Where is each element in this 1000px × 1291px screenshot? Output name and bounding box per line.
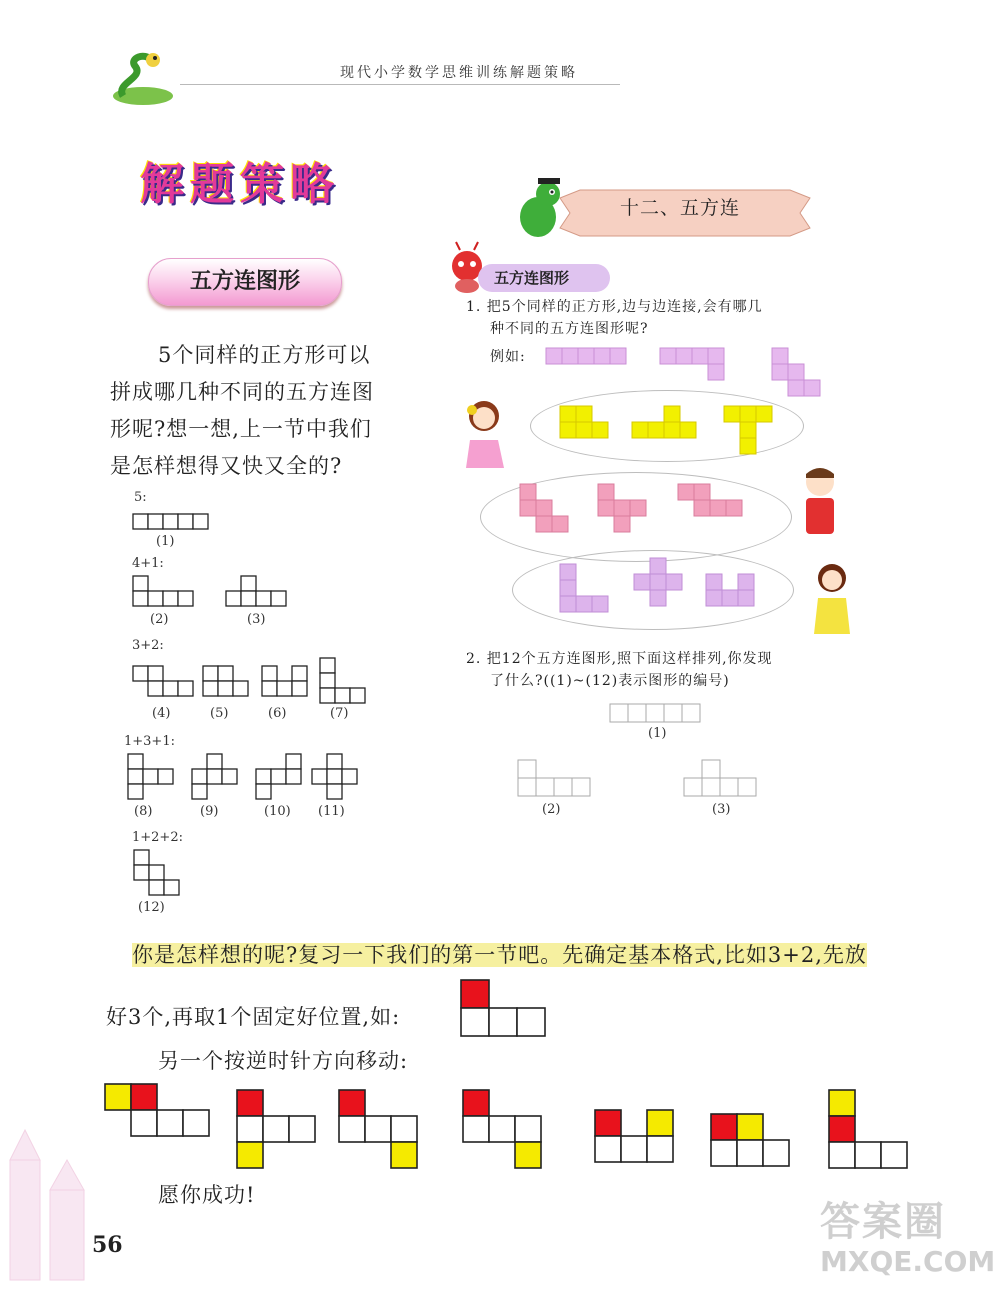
pink-shape-3	[678, 484, 744, 518]
pentomino-4	[133, 666, 203, 698]
group-label-1-2-2: 1+2+2:	[132, 830, 183, 845]
caption-7: (7)	[330, 706, 349, 721]
arrangement-caption-3: (3)	[712, 802, 731, 817]
intro-line-2: 拼成哪几种不同的五方连图	[110, 380, 374, 404]
explanation-line-2: 好3个,再取1个固定好位置,如:	[106, 1005, 401, 1029]
pentomino-6	[262, 666, 312, 698]
question-1-line-2: 种不同的五方连图形呢?	[490, 321, 649, 337]
caption-1: (1)	[156, 534, 175, 549]
arrangement-caption-1: (1)	[648, 726, 667, 741]
question-2-line-2: 了什么?((1)~(12)表示图形的编号)	[490, 673, 730, 689]
girl-character	[462, 396, 510, 476]
rotation-step-1	[105, 1084, 215, 1142]
page-number: 56	[92, 1232, 123, 1258]
chapter-big-title: 解题策略	[140, 159, 340, 210]
caption-11: (11)	[318, 804, 345, 819]
boy-character	[800, 464, 840, 544]
arrangement-shape-2	[518, 760, 598, 798]
yellow-shape-1	[560, 406, 610, 440]
rotation-step-6	[711, 1114, 795, 1172]
rotation-step-5	[595, 1110, 679, 1168]
lilac-shape-1	[560, 564, 610, 614]
caption-5: (5)	[210, 706, 229, 721]
pink-shape-1	[520, 484, 570, 534]
caption-2: (2)	[150, 612, 169, 627]
example-shape-3	[772, 348, 826, 398]
pentomino-9	[192, 754, 242, 801]
pentomino-8	[128, 754, 178, 801]
caption-4: (4)	[152, 706, 171, 721]
pentomino-5	[203, 666, 253, 698]
small-girl-character	[810, 560, 856, 640]
pentomino-1	[133, 514, 213, 530]
closing-line: 愿你成功!	[158, 1183, 256, 1207]
chapter-banner-title: 十二、五方连	[620, 197, 741, 219]
pentomino-7	[320, 658, 370, 705]
sub-section-pill: 五方连图形	[478, 264, 610, 292]
group-label-1-3-1: 1+3+1:	[124, 734, 175, 749]
caption-9: (9)	[200, 804, 219, 819]
intro-line-4: 是怎样想得又快又全的?	[110, 454, 343, 478]
base-shape-3-plus-1	[461, 980, 547, 1040]
intro-line-3: 形呢?想一想,上一节中我们	[110, 417, 372, 441]
group-label-5: 5:	[134, 490, 147, 505]
explanation-line-1-text: 你是怎样想的呢?复习一下我们的第一节吧。先确定基本格式,比如3+2,先放	[132, 943, 867, 967]
rotation-step-2	[237, 1090, 321, 1174]
caption-10: (10)	[264, 804, 291, 819]
pentomino-11	[312, 754, 362, 801]
explanation-line-1	[132, 938, 867, 973]
watermark-line-2: MXQE.COM	[820, 1245, 996, 1278]
arrangement-caption-2: (2)	[542, 802, 561, 817]
rotation-step-4	[463, 1090, 547, 1174]
snake-logo	[105, 48, 185, 113]
header-rule	[180, 84, 620, 85]
explanation-line-3: 另一个按逆时针方向移动:	[158, 1049, 409, 1073]
intro-line-1: 5个同样的正方形可以	[158, 343, 371, 367]
watermark-line-1: 答案圈	[820, 1199, 946, 1245]
arrangement-shape-3	[684, 760, 764, 798]
pentomino-2	[133, 576, 203, 608]
section-title-pill: 五方连图形	[148, 258, 342, 306]
question-1-line-1: 1. 把5个同样的正方形,边与边连接,会有哪几	[466, 299, 763, 315]
pentomino-12	[134, 850, 184, 897]
arrangement-shape-1	[610, 704, 706, 724]
rotation-step-7	[829, 1090, 913, 1174]
running-header: 现代小学数学思维训练解题策略	[340, 65, 578, 81]
example-label: 例如:	[490, 349, 526, 365]
group-label-4-1: 4+1:	[132, 556, 164, 571]
example-shape-1	[546, 348, 632, 366]
lilac-shape-2	[634, 558, 684, 608]
rotation-step-3	[339, 1090, 423, 1174]
yellow-shape-3	[724, 406, 778, 456]
pentomino-3	[226, 576, 296, 608]
caption-6: (6)	[268, 706, 287, 721]
caption-12: (12)	[138, 900, 165, 915]
example-shape-2	[660, 348, 730, 382]
watermark	[820, 1190, 995, 1280]
question-2-line-1: 2. 把12个五方连图形,照下面这样排列,你发现	[466, 651, 773, 667]
yellow-shape-2	[632, 406, 702, 440]
group-label-3-2: 3+2:	[132, 638, 164, 653]
pentomino-10	[256, 754, 306, 801]
caption-3: (3)	[247, 612, 266, 627]
pink-shape-2	[598, 484, 648, 534]
lilac-shape-3	[706, 574, 756, 608]
caption-8: (8)	[134, 804, 153, 819]
